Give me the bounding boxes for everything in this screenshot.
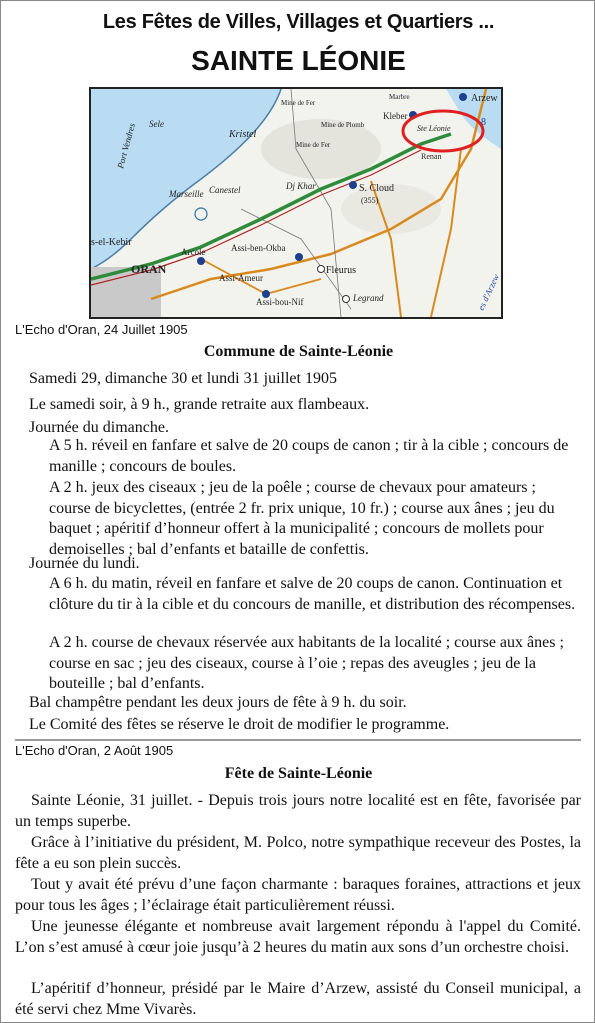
map-label-legrand: Legrand (353, 293, 384, 303)
article-paragraph: Grâce à l’initiative du président, M. Polco, notre sympathique receveur des Postes, la fête a eu son plein succès. (15, 834, 581, 872)
map-label-arcole: Arcole (181, 247, 206, 257)
program-saturday: Le samedi soir, à 9 h., grande retraite aux flambeaux. (29, 396, 370, 413)
program-monday-afternoon: A 2 h. course de chevaux réservée aux habitants de la localité ; course aux ânes ; course en sac ; jeu des ciseaux, course à l’oie ; repas des aveugles ; jeu de la bouteille ; bal d’enfants. (49, 634, 564, 692)
map-label-kleber: Kleber (383, 111, 408, 121)
section1-source: L'Echo d'Oran, 24 Juillet 1905 (15, 322, 188, 337)
map-figure (89, 87, 503, 319)
town-marker (295, 253, 303, 261)
article-paragraph: Sainte Léonie, 31 juillet. - Depuis trois jours notre localité est en fête, favorisée par un temps superbe. (15, 792, 581, 830)
map-label-marseille: Marseille (169, 189, 204, 199)
series-heading: Les Fêtes de Villes, Villages et Quartiers ... (102, 11, 495, 33)
map-label-renan: Renan (421, 152, 442, 161)
map-label-assi-ameur: Assi-Ameur (219, 273, 263, 283)
town-marker (318, 266, 325, 273)
town-marker (459, 93, 467, 101)
map-label-djebel-khar: Dj Khar (286, 181, 316, 191)
map-drawing (91, 89, 501, 317)
map-label-marbre: Marbre (389, 93, 410, 101)
article-paragraph: Une jeunesse élégante et nombreuse avait largement répondu à l'appel du Comité. L’on s’est amusé à cœur joie jusqu’à 2 heures du matin aux sons d’un orchestre choisi. (15, 918, 581, 956)
map-label-oran: ORAN (131, 262, 167, 276)
section2-source: L'Echo d'Oran, 2 Août 1905 (15, 743, 174, 758)
map-label-km: 8 (481, 117, 486, 128)
map-label-port-vendres: Port Vendres (115, 122, 137, 170)
map-label-mers-el-kebir: s-el-Kebir (91, 237, 132, 248)
map-label-st-cloud: S. Cloud (359, 183, 395, 194)
section1-title: Commune de Sainte-Léonie (203, 343, 394, 360)
town-marker (343, 296, 350, 303)
map-label-sele: Sele (149, 119, 164, 129)
map-label-route-arzew: es d'Arzew (475, 272, 501, 312)
section2-title: Fête de Sainte-Léonie (224, 765, 373, 782)
town-marker (197, 257, 205, 265)
program-monday-morning: A 6 h. du matin, réveil en fanfare et salve de 20 coups de canon. Continuation et clôture du tir à la cible et du concours de manille, et distribution des récompenses. (49, 575, 576, 613)
map-label-assi-ben-okba: Assi-ben-Okba (231, 243, 286, 253)
program-sunday-afternoon: A 2 h. jeux des ciseaux ; jeu de la poêle ; course de chevaux pour amateurs ; course de bicyclettes, (entrée 2 fr. prix unique, 10 fr.) ; course aux ânes ; jeu du baquet ; apéritif d’honneur offert à la municipalité ; concours de mollets pour demoiselles ; bal d’enfants et bataille de confettis. (49, 479, 555, 558)
page-title: SAINTE LÉONIE (191, 45, 406, 76)
map-label-canestel: Canestel (209, 185, 241, 195)
map-label-kristel: Kristel (229, 129, 257, 140)
program-sunday-heading: Journée du dimanche. (29, 419, 169, 436)
program-sunday-morning: A 5 h. réveil en fanfare et salve de 20 coups de canon ; tir à la cible ; concours de manille ; concours de boules. (49, 437, 569, 475)
town-marker (349, 181, 357, 189)
program-monday-heading: Journée du lundi. (29, 555, 140, 572)
program-committee-note: Le Comité des fêtes se réserve le droit de modifier le programme. (29, 716, 450, 733)
map-label-fleurus: Fleurus (326, 265, 356, 276)
program-dates: Samedi 29, dimanche 30 et lundi 31 juillet 1905 (29, 370, 337, 387)
article-paragraph: Tout y avait été prévu d’une façon charmante : baraques foraines, attractions et jeux pour tous les âges ; l’éclairage était particulièrement réussi. (15, 876, 581, 914)
article-paragraph: L’apéritif d’honneur, présidé par le Maire d’Arzew, assisté du Conseil municipal, a été servi chez Mme Vivarès. (15, 980, 581, 1018)
map-label-arzew: Arzew (471, 93, 498, 104)
map-label-ste-leonie: Ste Léonie (417, 124, 451, 133)
program-bal: Bal champêtre pendant les deux jours de fête à 9 h. du soir. (29, 694, 407, 711)
map-label-mine-de-plomb: Mine de Plomb (321, 121, 365, 129)
map-label-assi-bou-nif: Assi-bou-Nif (256, 297, 304, 307)
map-label-elevation: (355) (361, 196, 379, 205)
map-label-mine-de-fer: Mine de Fer (281, 99, 316, 107)
section-divider (15, 739, 581, 741)
map-label-mine-de-fer: Mine de Fer (296, 141, 331, 149)
